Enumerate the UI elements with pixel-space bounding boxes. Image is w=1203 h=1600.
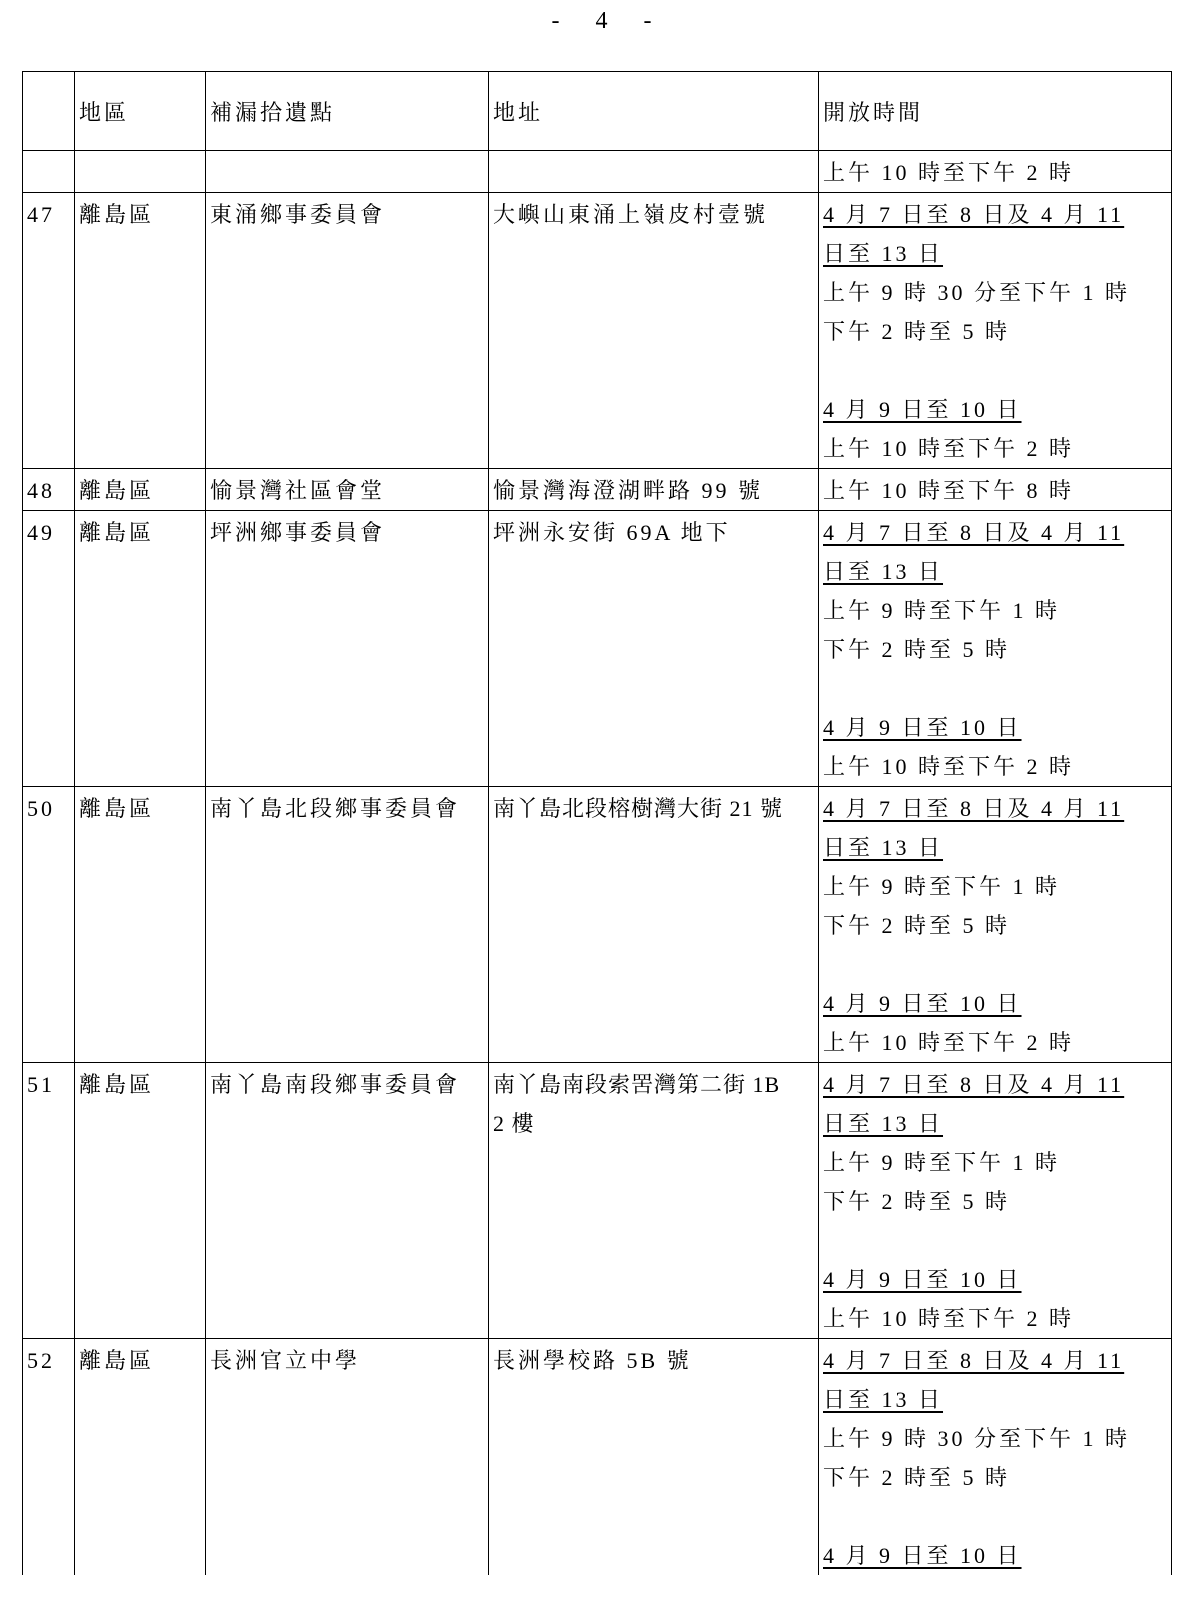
page-number-value: 4: [595, 8, 608, 34]
header-site: 補漏拾遺點: [206, 72, 489, 151]
time-range-1b: 下午 2 時至 5 時: [823, 637, 1011, 662]
row-district: 離島區: [75, 193, 206, 469]
time-range-1b: 下午 2 時至 5 時: [823, 1189, 1011, 1214]
date-range-1a: 4 月 7 日至 8 日及 4 月 11: [823, 202, 1125, 227]
row-hours: [819, 1339, 1172, 1576]
continuation-hours: 上午 10 時至下午 2 時: [819, 151, 1172, 193]
row-site: 愉景灣社區會堂: [206, 469, 489, 511]
date-range-1b: 日至 13 日: [823, 1387, 944, 1412]
table-row: [23, 193, 1172, 469]
row-number: 49: [23, 511, 75, 787]
header-hours: 開放時間: [819, 72, 1172, 151]
date-range-1b: 日至 13 日: [823, 1111, 944, 1136]
row-district: 離島區: [75, 1339, 206, 1576]
row-address: 南丫島北段榕樹灣大街 21 號: [489, 787, 819, 1063]
date-range-1a: 4 月 7 日至 8 日及 4 月 11: [823, 796, 1125, 821]
row-site: 坪洲鄉事委員會: [206, 511, 489, 787]
row-hours: [819, 1063, 1172, 1339]
row-number: 50: [23, 787, 75, 1063]
row-district: 離島區: [75, 511, 206, 787]
row-address-line-2: 2 樓: [493, 1111, 535, 1136]
time-range-1a: 上午 9 時至下午 1 時: [823, 874, 1061, 899]
page-number: - 4 -: [551, 8, 652, 34]
collection-points-table: [22, 71, 1172, 1575]
row-address: 坪洲永安街 69A 地下: [489, 511, 819, 787]
time-range-2: 上午 10 時至下午 2 時: [823, 436, 1075, 461]
row-address: 長洲學校路 5B 號: [489, 1339, 819, 1576]
header-address: 地址: [489, 72, 819, 151]
time-range-2: 上午 10 時至下午 2 時: [823, 754, 1075, 779]
row-address: [489, 1063, 819, 1339]
date-range-2: 4 月 9 日至 10 日: [823, 1267, 1022, 1292]
row-district: 離島區: [75, 469, 206, 511]
row-number: 51: [23, 1063, 75, 1339]
date-range-2: 4 月 9 日至 10 日: [823, 1543, 1022, 1568]
row-hours: [819, 787, 1172, 1063]
time-range-2: 上午 10 時至下午 2 時: [823, 1030, 1075, 1055]
row-hours: [819, 511, 1172, 787]
date-range-1a: 4 月 7 日至 8 日及 4 月 11: [823, 1348, 1125, 1373]
row-district: 離島區: [75, 1063, 206, 1339]
table-row: [23, 1063, 1172, 1339]
table-row: [23, 787, 1172, 1063]
table-header-row: [23, 72, 1172, 151]
row-hours: [819, 193, 1172, 469]
row-address: 愉景灣海澄湖畔路 99 號: [489, 469, 819, 511]
table-row-continuation: [23, 151, 1172, 193]
header-no: [23, 72, 75, 151]
row-number: 47: [23, 193, 75, 469]
row-site: 長洲官立中學: [206, 1339, 489, 1576]
time-range-1b: 下午 2 時至 5 時: [823, 913, 1011, 938]
date-range-1a: 4 月 7 日至 8 日及 4 月 11: [823, 520, 1125, 545]
date-range-2: 4 月 9 日至 10 日: [823, 991, 1022, 1016]
date-range-2: 4 月 9 日至 10 日: [823, 715, 1022, 740]
row-district: 離島區: [75, 787, 206, 1063]
time-range-1a: 上午 9 時至下午 1 時: [823, 598, 1061, 623]
table-row: [23, 1339, 1172, 1576]
table-row: [23, 469, 1172, 511]
time-range-1b: 下午 2 時至 5 時: [823, 319, 1011, 344]
row-number: 48: [23, 469, 75, 511]
row-number: 52: [23, 1339, 75, 1576]
row-address-line-1: 南丫島南段索罟灣第二街 1B: [493, 1072, 781, 1097]
date-range-1a: 4 月 7 日至 8 日及 4 月 11: [823, 1072, 1125, 1097]
time-range-1a: 上午 9 時至下午 1 時: [823, 1150, 1061, 1175]
row-address: 大嶼山東涌上嶺皮村壹號: [489, 193, 819, 469]
date-range-1b: 日至 13 日: [823, 241, 944, 266]
time-range-1a: 上午 9 時 30 分至下午 1 時: [823, 1426, 1131, 1451]
time-range-2: 上午 10 時至下午 2 時: [823, 1306, 1075, 1331]
date-range-1b: 日至 13 日: [823, 559, 944, 584]
time-range-1b: 下午 2 時至 5 時: [823, 1465, 1011, 1490]
date-range-1b: 日至 13 日: [823, 835, 944, 860]
time-range-1a: 上午 9 時 30 分至下午 1 時: [823, 280, 1131, 305]
date-range-2: 4 月 9 日至 10 日: [823, 397, 1022, 422]
header-district: 地區: [75, 72, 206, 151]
table-row: [23, 511, 1172, 787]
row-hours: 上午 10 時至下午 8 時: [819, 469, 1172, 511]
row-site: 東涌鄉事委員會: [206, 193, 489, 469]
row-site: 南丫島北段鄉事委員會: [206, 787, 489, 1063]
row-site: 南丫島南段鄉事委員會: [206, 1063, 489, 1339]
